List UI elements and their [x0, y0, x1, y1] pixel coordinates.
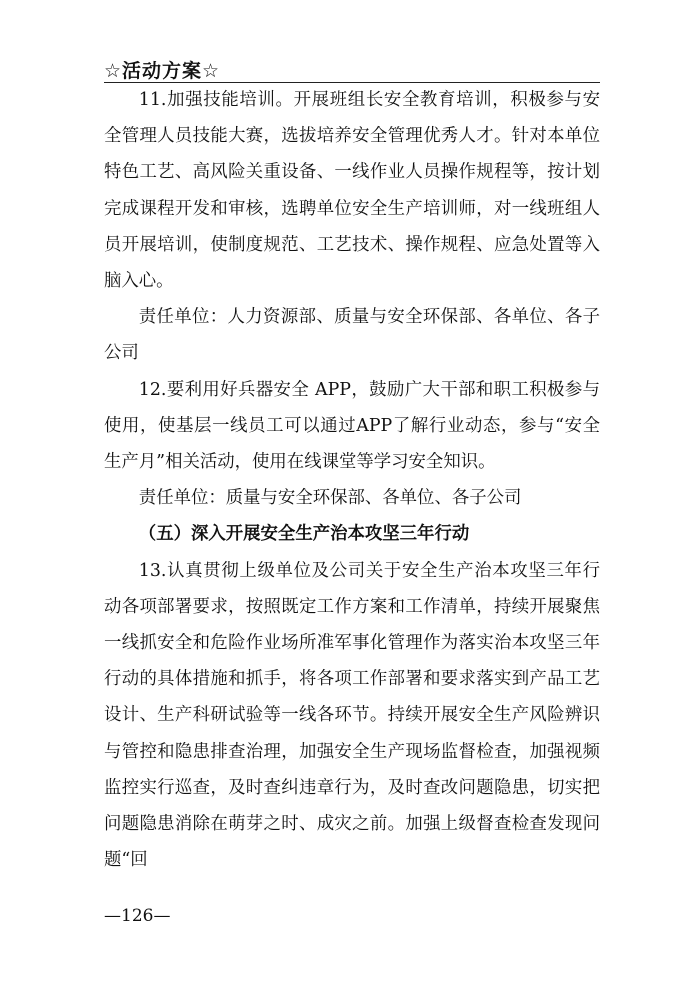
paragraph-item-12: 12.要利用好兵器安全 APP，鼓励广大干部和职工积极参与使用，使基层一线员工可以通过APP了解行业动态，参与“安全生产月”相关活动，使用在线课堂等学习安全知识。: [104, 379, 600, 473]
document-body: [104, 82, 600, 878]
page-number: —126—: [104, 906, 171, 926]
responsibility-units-11: 责任单位：人力资源部、质量与安全环保部、各单位、各子公司: [104, 307, 600, 364]
paragraph-item-11: 11.加强技能培训。开展班组长安全教育培训，积极参与安全管理人员技能大赛，选拔培养安全管理优秀人才。针对本单位特色工艺、高风险关重设备、一线作业人员操作规程等，按计划完成课程开发和审核，选聘单位安全生产培训师，对一线班组人员开展培训，使制度规范、工艺技术、操作规程、应急处置等入脑入心。: [104, 90, 600, 292]
section-heading-5: （五）深入开展安全生产治本攻坚三年行动: [138, 524, 470, 545]
paragraph-item-13: 13.认真贯彻上级单位及公司关于安全生产治本攻坚三年行动各项部署要求，按照既定工作方案和工作清单，持续开展聚焦一线抓安全和危险作业场所准军事化管理作为落实治本攻坚三年行动的具体措施和抓手，将各项工作部署和要求落实到产品工艺设计、生产科研试验等一线各环节。持续开展安全生产风险辨识与管控和隐患排查治理，加强安全生产现场监督检查，加强视频监控实行巡查，及时查纠违章行为，及时查改问题隐患，切实把问题隐患消除在萌芽之时、成灾之前。加强上级督查检查发现问题“回: [104, 560, 600, 871]
responsibility-units-12: 责任单位：质量与安全环保部、各单位、各子公司: [138, 488, 522, 509]
header-title: ☆活动方案☆: [104, 60, 221, 82]
